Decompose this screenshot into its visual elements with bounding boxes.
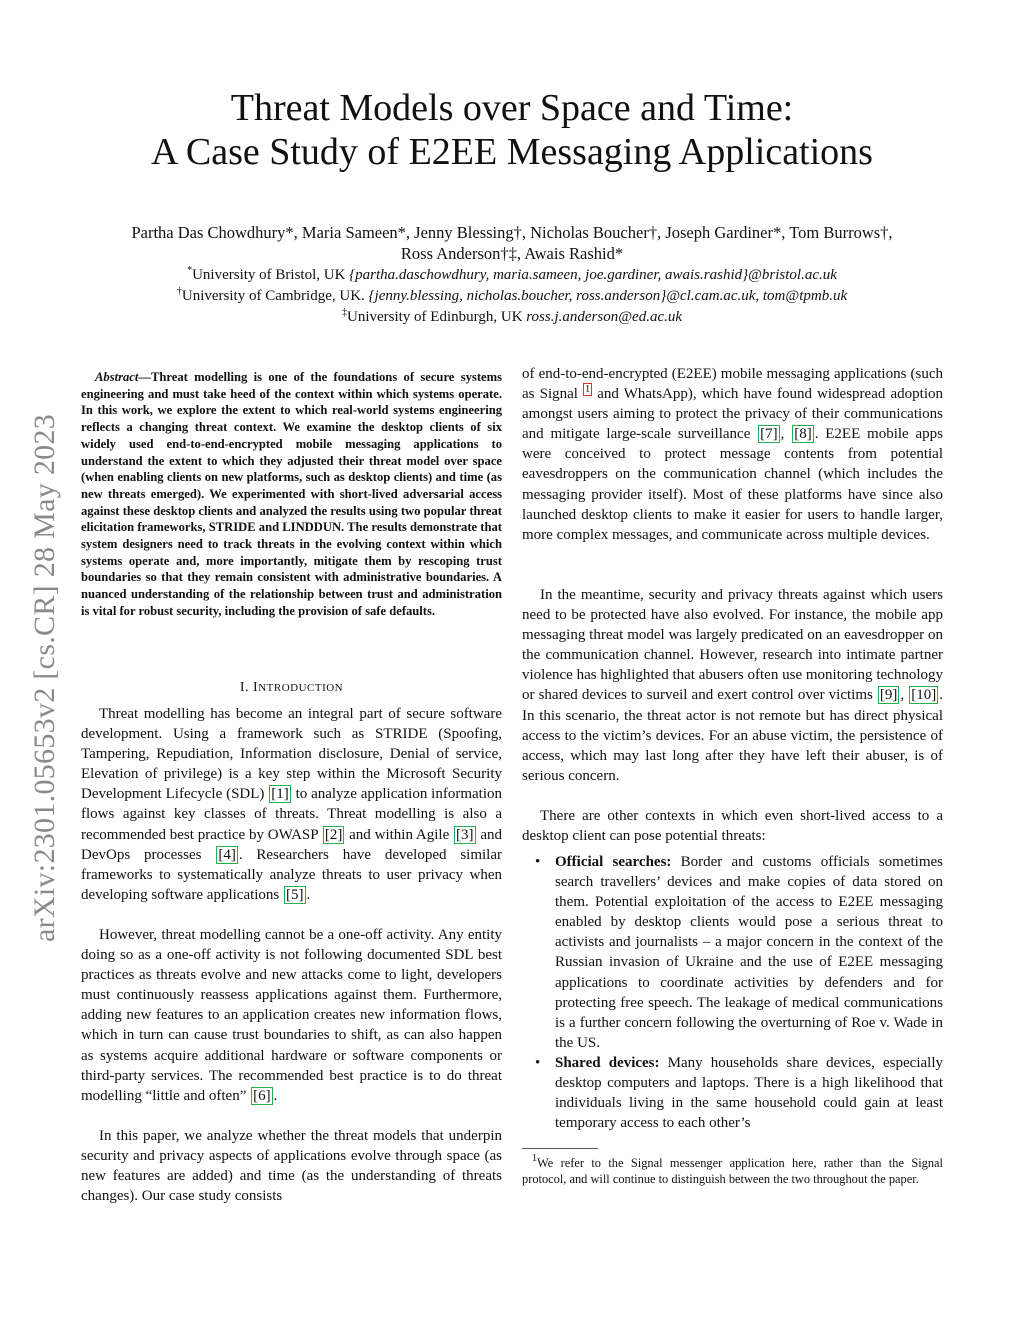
text-run: of end-to-end-encrypted (E2EE) mobile messaging applications (such as Signal — [522, 366, 943, 403]
text-run: and DevOps processes — [81, 826, 502, 863]
section-title-initial: I — [253, 680, 259, 695]
abstract-label: Abstract — [95, 370, 139, 384]
footnote-mark: 1 — [532, 1153, 537, 1164]
intro-paragraph-2 — [81, 925, 502, 1106]
affiliation-emails: ross.j.anderson@ed.ac.uk — [526, 309, 683, 325]
citation-link[interactable]: [3] — [456, 826, 474, 843]
text-run: , — [900, 687, 909, 704]
text-run: and WhatsApp), which have found widespread adoption amongst users aiming to protect the privacy of their communications and mitigate large-scale surveillance — [522, 386, 943, 443]
citation-link[interactable]: [5] — [286, 886, 304, 903]
text-run: Threat modelling has become an integral part of secure software development. Using a framework such as STRIDE (Spoofing, Tampering, Repudiation, Information disclosure, Denial of service, Elevation of privilege) is a key step within the Microsoft Security Development Lifecycle (SDL) — [81, 706, 502, 803]
citation-link[interactable]: [8] — [794, 426, 812, 443]
title-line-1: Threat Models over Space and Time: — [230, 87, 794, 129]
text-run: However, threat modelling cannot be a one-off activity. Any entity doing so as a one-off activity is not following documented SDL best practices as threats evolve and new attacks come to light, developers must continuously reassess applications against them. Furthermore, adding new features to an application creates new information flows, which in turn can cause trust boundaries to shift, as can also happen as systems acquire additional hardware or software components or third-party services. The recommended best practice is to do threat modelling “little and often” — [81, 927, 502, 1104]
intro-paragraph-3: In this paper, we analyze whether the threat models that underpin security and privacy aspects of applications evolve through space (as new features are added) and time (as the understanding of threats changes). Our case study consists — [81, 1128, 502, 1205]
affiliation-mark: ‡ — [341, 307, 347, 318]
arxiv-identifier: arXiv:2301.05653v2 [cs.CR] 28 May 2023 — [28, 413, 61, 942]
title-line-2: A Case Study of E2EE Messaging Applications — [151, 131, 873, 173]
citation-link[interactable]: [6] — [253, 1087, 271, 1104]
footnote — [522, 1153, 943, 1187]
bullet-icon: • — [535, 1054, 541, 1071]
list-item-text: Border and customs officials sometimes search travellers’ devices and make copies of data stored on them. Potential exploitation of the access to E2EE messaging enabled by desktop clients would pose a serious threat to activists and journalists – a major concern in the context of the Russian invasion of Ukraine and the use of E2EE messaging applications to coordinate activities by defenders and for protecting free speech. The leakage of medical communications is a further concern following the overturning of Roe v. Wade in the US. — [555, 854, 943, 1051]
abstract — [81, 369, 502, 620]
section-heading-introduction — [81, 679, 502, 697]
intro-paragraph-5 — [522, 585, 943, 786]
citation-link[interactable]: [2] — [324, 826, 343, 843]
affiliation-institution: University of Cambridge, UK. — [181, 288, 369, 304]
author-list — [60, 222, 964, 264]
footnote-text: We refer to the Signal messenger application here, rather than the Signal protocol, and will continue to distinguish between the two throughout the paper. — [522, 1156, 943, 1186]
list-item — [522, 852, 943, 1053]
intro-paragraph-1 — [81, 704, 502, 905]
bullet-icon: • — [535, 854, 541, 870]
affiliation-mark: † — [176, 286, 182, 297]
text-run: and within Agile — [345, 826, 454, 843]
section-title-rest: NTRODUCTION — [258, 682, 344, 694]
text-run: . — [273, 1087, 278, 1104]
affiliation-emails: {partha.daschowdhury, maria.sameen, joe.gardiner, awais.rashid}@bristol.ac.uk — [349, 267, 837, 283]
citation-link[interactable]: [1] — [271, 786, 289, 803]
affiliation-institution: University of Bristol, UK — [192, 267, 350, 283]
affiliation-institution: University of Edinburgh, UK — [346, 309, 527, 325]
list-item-text: Many households share devices, especially desktop computers and laptops. There is a high likelihood that individuals living in the same household could gain at least temporary access to each other’s — [555, 1054, 943, 1132]
citation-link[interactable]: [4] — [218, 846, 236, 863]
text-run: In the meantime, security and privacy threats against which users need to be protected have also evolved. For instance, the mobile app messaging threat model was largely predicated on an eavesdropper on the communication channel. However, research into intimate partner violence has highlighted that abusers often use monitoring technology or shared devices to surveil and exert control over victims — [522, 587, 943, 704]
text-run: to analyze application information flows against key classes of threats. Threat modelling is also a recommended best practice by OWASP — [81, 786, 502, 843]
footnote-link[interactable]: 1 — [585, 384, 591, 396]
text-run: . E2EE mobile apps were conceived to protect message contents from potential eavesdroppers on the communication channel (which includes the messaging provider itself). Most of these platforms have since also launched desktop clients to make it easier for users to handle larger, more complex messages, and communicate across multiple devices. — [522, 426, 943, 543]
citation-link[interactable]: [9] — [879, 687, 898, 704]
text-run: , — [780, 426, 792, 443]
text-run: . Researchers have developed similar frameworks to systematically analyze threats to user privacy when developing software applications — [81, 846, 503, 903]
paper-title — [60, 86, 964, 174]
affiliation-cambridge — [60, 286, 964, 307]
list-item — [522, 1053, 943, 1133]
threat-context-list — [522, 852, 943, 1133]
abstract-text: —Threat modelling is one of the foundations of secure systems engineering and must take heed of the context within which systems operate. In this work, we explore the extent to which real-world systems engineering reflects a changing threat context. We examine the desktop clients of six widely used end-to-end-encrypted mobile messaging applications to understand the extent to which they adjusted their threat model over space (when enabling clients on new platforms, such as desktop clients) and time (as new threats emerged). We experimented with short-lived adversarial access against these desktop clients and analyzed the results using two popular threat elicitation frameworks, STRIDE and LINDDUN. The results demonstrate that system designers need to track threats in the evolving context within which systems operate and, more importantly, mitigate them by rescoping trust boundaries so that they remain consistent with administrative boundaries. A nuanced understanding of the relationship between trust and administration is vital for robust security, including the provision of safe defaults. — [81, 370, 502, 618]
section-number: I. — [239, 680, 254, 695]
intro-paragraph-4 — [522, 364, 943, 545]
citation-link[interactable]: [7] — [760, 426, 778, 443]
list-item-title: Shared devices: — [555, 1054, 660, 1071]
citation-link[interactable]: [10] — [911, 687, 937, 704]
authors-line-2: Ross Anderson†‡, Awais Rashid* — [400, 244, 624, 263]
affiliation-bristol — [60, 265, 964, 286]
affiliations — [60, 265, 964, 328]
footnote-divider — [522, 1148, 598, 1149]
affiliation-mark: * — [187, 265, 193, 276]
text-run: . In this scenario, the threat actor is not remote but has direct physical access to the victim’s devices. For an abuse victim, the persistence of access, which may last long after they have left their abuser, is of serious concern. — [522, 687, 944, 784]
authors-line-1: Partha Das Chowdhury*, Maria Sameen*, Jenny Blessing†, Nicholas Boucher†, Joseph Gardiner*, Tom Burrows†, — [131, 223, 893, 242]
affiliation-edinburgh — [60, 307, 964, 328]
intro-paragraph-6: There are other contexts in which even short-lived access to a desktop client can pose potential threats: — [522, 808, 943, 845]
list-item-title: Official searches: — [555, 854, 672, 870]
affiliation-emails: {jenny.blessing, nicholas.boucher, ross.anderson}@cl.cam.ac.uk, tom@tpmb.uk — [368, 288, 848, 304]
text-run: . — [306, 886, 311, 903]
